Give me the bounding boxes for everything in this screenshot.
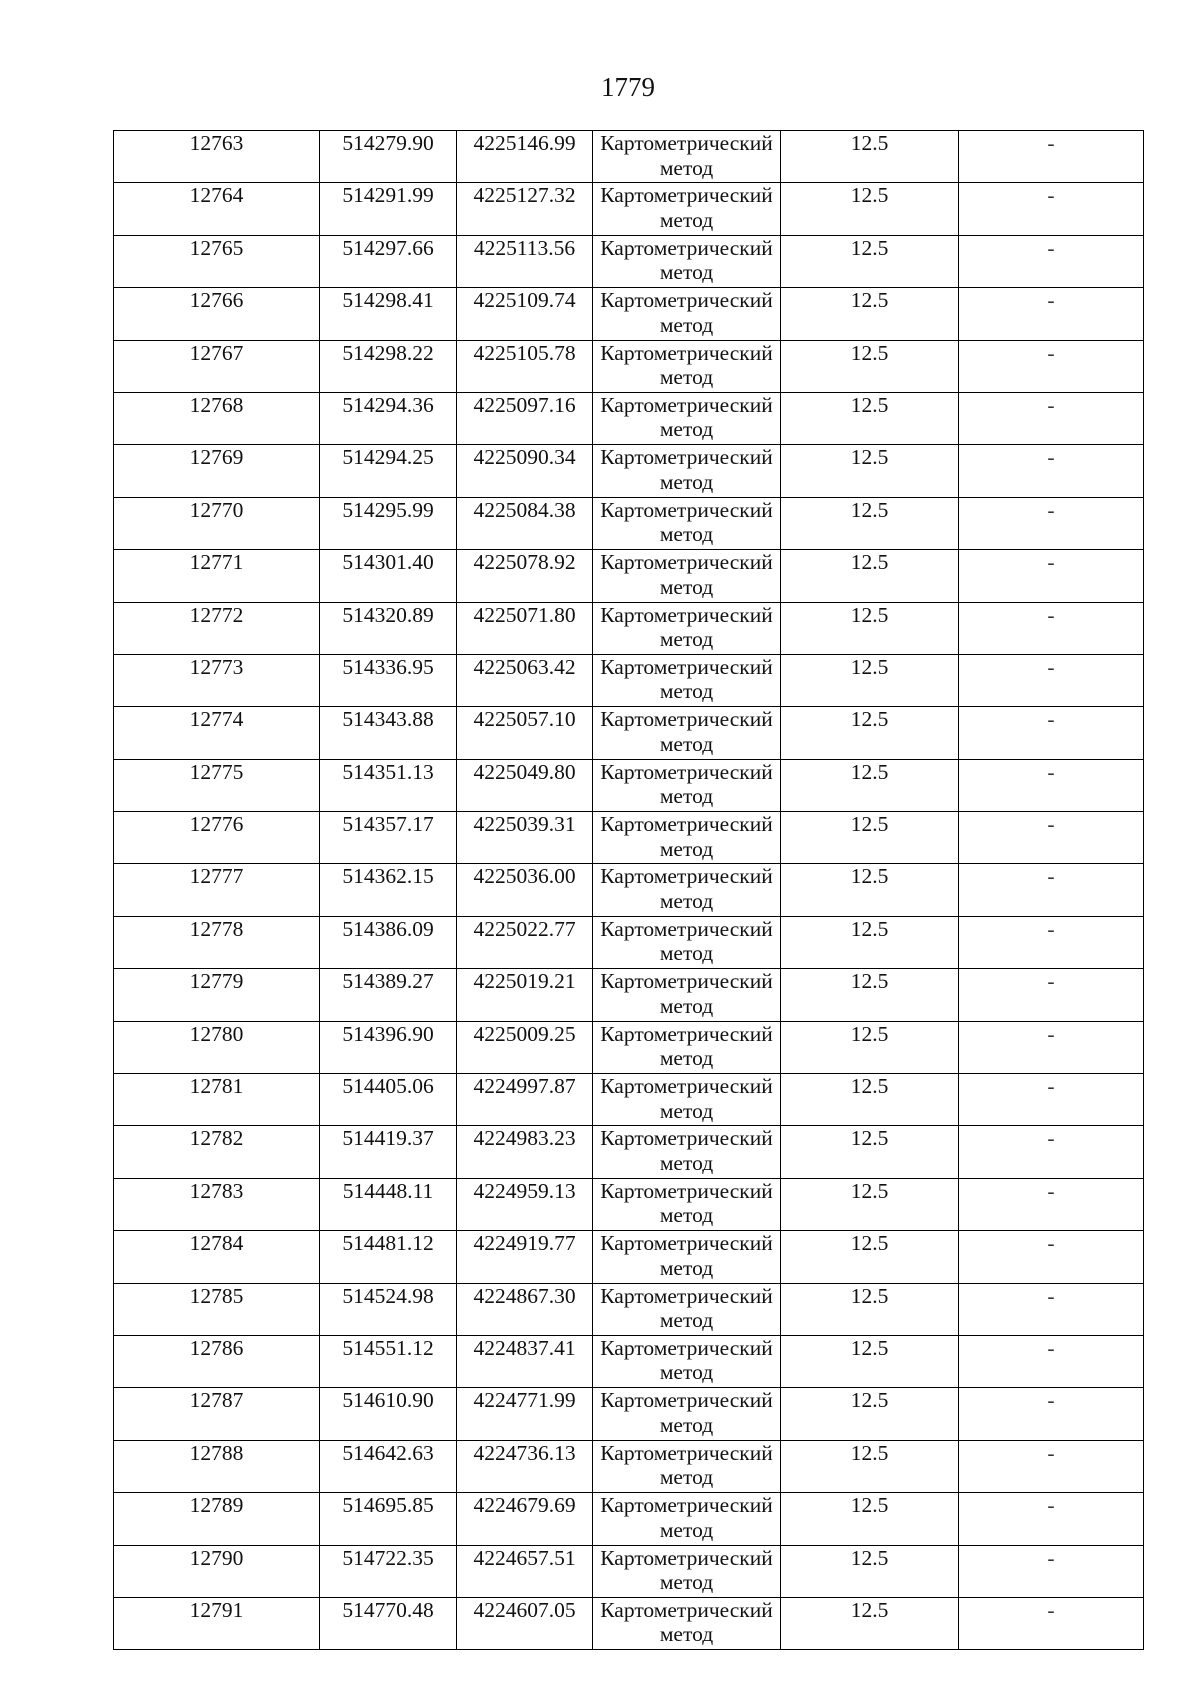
point-number-cell: 12782: [114, 1126, 320, 1178]
table-row: [114, 498, 1144, 550]
note-cell: -: [959, 393, 1144, 445]
accuracy-cell: 12.5: [781, 864, 959, 916]
note-cell: -: [959, 1546, 1144, 1598]
method-cell: Картометрический метод: [593, 812, 781, 864]
point-number-cell: 12779: [114, 969, 320, 1021]
x-coordinate-cell: 514298.41: [320, 288, 457, 340]
y-coordinate-cell: 4225127.32: [457, 183, 593, 235]
method-cell: Картометрический метод: [593, 917, 781, 969]
y-coordinate-cell: 4224771.99: [457, 1388, 593, 1440]
point-number-cell: 12774: [114, 707, 320, 759]
note-cell: -: [959, 131, 1144, 183]
y-coordinate-cell: 4225071.80: [457, 603, 593, 655]
y-coordinate-cell: 4225039.31: [457, 812, 593, 864]
accuracy-cell: 12.5: [781, 236, 959, 288]
note-cell: -: [959, 1074, 1144, 1126]
table-row: [114, 288, 1144, 340]
x-coordinate-cell: 514524.98: [320, 1284, 457, 1336]
accuracy-cell: 12.5: [781, 183, 959, 235]
y-coordinate-cell: 4225109.74: [457, 288, 593, 340]
y-coordinate-cell: 4225009.25: [457, 1022, 593, 1074]
table-row: [114, 1074, 1144, 1126]
point-number-cell: 12786: [114, 1336, 320, 1388]
accuracy-cell: 12.5: [781, 1179, 959, 1231]
x-coordinate-cell: 514396.90: [320, 1022, 457, 1074]
point-number-cell: 12790: [114, 1546, 320, 1598]
y-coordinate-cell: 4225057.10: [457, 707, 593, 759]
point-number-cell: 12765: [114, 236, 320, 288]
note-cell: -: [959, 183, 1144, 235]
x-coordinate-cell: 514551.12: [320, 1336, 457, 1388]
table-row: [114, 393, 1144, 445]
method-cell: Картометрический метод: [593, 969, 781, 1021]
x-coordinate-cell: 514295.99: [320, 498, 457, 550]
table-row: [114, 1493, 1144, 1545]
note-cell: -: [959, 1336, 1144, 1388]
accuracy-cell: 12.5: [781, 707, 959, 759]
table-row: [114, 1126, 1144, 1178]
table-row: [114, 969, 1144, 1021]
method-cell: Картометрический метод: [593, 550, 781, 602]
note-cell: -: [959, 288, 1144, 340]
table-row: [114, 603, 1144, 655]
x-coordinate-cell: 514448.11: [320, 1179, 457, 1231]
accuracy-cell: 12.5: [781, 1546, 959, 1598]
point-number-cell: 12783: [114, 1179, 320, 1231]
y-coordinate-cell: 4225019.21: [457, 969, 593, 1021]
accuracy-cell: 12.5: [781, 655, 959, 707]
note-cell: -: [959, 760, 1144, 812]
table-row: [114, 1546, 1144, 1598]
table-row: [114, 760, 1144, 812]
table-row: [114, 445, 1144, 497]
note-cell: -: [959, 1179, 1144, 1231]
x-coordinate-cell: 514298.22: [320, 341, 457, 393]
accuracy-cell: 12.5: [781, 498, 959, 550]
method-cell: Картометрический метод: [593, 498, 781, 550]
accuracy-cell: 12.5: [781, 288, 959, 340]
y-coordinate-cell: 4224959.13: [457, 1179, 593, 1231]
point-number-cell: 12771: [114, 550, 320, 602]
table-row: [114, 1231, 1144, 1283]
table-row: [114, 183, 1144, 235]
note-cell: -: [959, 445, 1144, 497]
x-coordinate-cell: 514386.09: [320, 917, 457, 969]
table-row: [114, 1179, 1144, 1231]
note-cell: -: [959, 1022, 1144, 1074]
accuracy-cell: 12.5: [781, 1493, 959, 1545]
x-coordinate-cell: 514301.40: [320, 550, 457, 602]
method-cell: Картометрический метод: [593, 131, 781, 183]
method-cell: Картометрический метод: [593, 1074, 781, 1126]
note-cell: -: [959, 1126, 1144, 1178]
point-number-cell: 12763: [114, 131, 320, 183]
x-coordinate-cell: 514481.12: [320, 1231, 457, 1283]
note-cell: -: [959, 917, 1144, 969]
table-row: [114, 917, 1144, 969]
accuracy-cell: 12.5: [781, 341, 959, 393]
y-coordinate-cell: 4225084.38: [457, 498, 593, 550]
note-cell: -: [959, 969, 1144, 1021]
note-cell: -: [959, 603, 1144, 655]
point-number-cell: 12776: [114, 812, 320, 864]
point-number-cell: 12787: [114, 1388, 320, 1440]
point-number-cell: 12785: [114, 1284, 320, 1336]
table-row: [114, 1284, 1144, 1336]
y-coordinate-cell: 4225063.42: [457, 655, 593, 707]
x-coordinate-cell: 514294.25: [320, 445, 457, 497]
method-cell: Картометрический метод: [593, 1336, 781, 1388]
accuracy-cell: 12.5: [781, 131, 959, 183]
method-cell: Картометрический метод: [593, 1546, 781, 1598]
x-coordinate-cell: 514405.06: [320, 1074, 457, 1126]
point-number-cell: 12777: [114, 864, 320, 916]
accuracy-cell: 12.5: [781, 1231, 959, 1283]
table-row: [114, 1441, 1144, 1493]
x-coordinate-cell: 514642.63: [320, 1441, 457, 1493]
x-coordinate-cell: 514336.95: [320, 655, 457, 707]
note-cell: -: [959, 1441, 1144, 1493]
point-number-cell: 12780: [114, 1022, 320, 1074]
y-coordinate-cell: 4224679.69: [457, 1493, 593, 1545]
y-coordinate-cell: 4225105.78: [457, 341, 593, 393]
y-coordinate-cell: 4224837.41: [457, 1336, 593, 1388]
table-row: [114, 655, 1144, 707]
y-coordinate-cell: 4224983.23: [457, 1126, 593, 1178]
y-coordinate-cell: 4224997.87: [457, 1074, 593, 1126]
accuracy-cell: 12.5: [781, 969, 959, 1021]
y-coordinate-cell: 4225036.00: [457, 864, 593, 916]
method-cell: Картометрический метод: [593, 760, 781, 812]
point-number-cell: 12768: [114, 393, 320, 445]
accuracy-cell: 12.5: [781, 603, 959, 655]
point-number-cell: 12767: [114, 341, 320, 393]
method-cell: Картометрический метод: [593, 864, 781, 916]
x-coordinate-cell: 514291.99: [320, 183, 457, 235]
point-number-cell: 12784: [114, 1231, 320, 1283]
method-cell: Картометрический метод: [593, 603, 781, 655]
method-cell: Картометрический метод: [593, 236, 781, 288]
note-cell: -: [959, 1284, 1144, 1336]
note-cell: -: [959, 812, 1144, 864]
method-cell: Картометрический метод: [593, 1126, 781, 1178]
x-coordinate-cell: 514770.48: [320, 1598, 457, 1650]
note-cell: -: [959, 236, 1144, 288]
point-number-cell: 12778: [114, 917, 320, 969]
x-coordinate-cell: 514297.66: [320, 236, 457, 288]
x-coordinate-cell: 514294.36: [320, 393, 457, 445]
table-row: [114, 864, 1144, 916]
x-coordinate-cell: 514610.90: [320, 1388, 457, 1440]
x-coordinate-cell: 514320.89: [320, 603, 457, 655]
method-cell: Картометрический метод: [593, 1441, 781, 1493]
y-coordinate-cell: 4225146.99: [457, 131, 593, 183]
point-number-cell: 12775: [114, 760, 320, 812]
point-number-cell: 12764: [114, 183, 320, 235]
accuracy-cell: 12.5: [781, 1388, 959, 1440]
coordinates-table: [113, 130, 1144, 1650]
note-cell: -: [959, 655, 1144, 707]
table-row: [114, 236, 1144, 288]
x-coordinate-cell: 514722.35: [320, 1546, 457, 1598]
accuracy-cell: 12.5: [781, 1441, 959, 1493]
point-number-cell: 12772: [114, 603, 320, 655]
x-coordinate-cell: 514279.90: [320, 131, 457, 183]
table-row: [114, 1022, 1144, 1074]
point-number-cell: 12788: [114, 1441, 320, 1493]
y-coordinate-cell: 4225078.92: [457, 550, 593, 602]
accuracy-cell: 12.5: [781, 1022, 959, 1074]
y-coordinate-cell: 4225049.80: [457, 760, 593, 812]
x-coordinate-cell: 514419.37: [320, 1126, 457, 1178]
y-coordinate-cell: 4224736.13: [457, 1441, 593, 1493]
page-number: 1779: [601, 72, 655, 102]
accuracy-cell: 12.5: [781, 1074, 959, 1126]
note-cell: -: [959, 707, 1144, 759]
y-coordinate-cell: 4224657.51: [457, 1546, 593, 1598]
table-row: [114, 812, 1144, 864]
point-number-cell: 12769: [114, 445, 320, 497]
table-row: [114, 1598, 1144, 1650]
method-cell: Картометрический метод: [593, 288, 781, 340]
y-coordinate-cell: 4225097.16: [457, 393, 593, 445]
point-number-cell: 12766: [114, 288, 320, 340]
method-cell: Картометрический метод: [593, 1598, 781, 1650]
table-row: [114, 341, 1144, 393]
note-cell: -: [959, 1598, 1144, 1650]
point-number-cell: 12781: [114, 1074, 320, 1126]
accuracy-cell: 12.5: [781, 1126, 959, 1178]
method-cell: Картометрический метод: [593, 1022, 781, 1074]
point-number-cell: 12789: [114, 1493, 320, 1545]
y-coordinate-cell: 4224607.05: [457, 1598, 593, 1650]
method-cell: Картометрический метод: [593, 445, 781, 497]
table-row: [114, 131, 1144, 183]
point-number-cell: 12770: [114, 498, 320, 550]
note-cell: -: [959, 1388, 1144, 1440]
accuracy-cell: 12.5: [781, 393, 959, 445]
accuracy-cell: 12.5: [781, 812, 959, 864]
y-coordinate-cell: 4225022.77: [457, 917, 593, 969]
method-cell: Картометрический метод: [593, 183, 781, 235]
table-row: [114, 707, 1144, 759]
table-row: [114, 550, 1144, 602]
table-row: [114, 1388, 1144, 1440]
accuracy-cell: 12.5: [781, 1284, 959, 1336]
point-number-cell: 12773: [114, 655, 320, 707]
method-cell: Картометрический метод: [593, 341, 781, 393]
x-coordinate-cell: 514357.17: [320, 812, 457, 864]
x-coordinate-cell: 514362.15: [320, 864, 457, 916]
method-cell: Картометрический метод: [593, 1493, 781, 1545]
table-row: [114, 1336, 1144, 1388]
method-cell: Картометрический метод: [593, 1284, 781, 1336]
accuracy-cell: 12.5: [781, 1598, 959, 1650]
method-cell: Картометрический метод: [593, 655, 781, 707]
x-coordinate-cell: 514351.13: [320, 760, 457, 812]
note-cell: -: [959, 498, 1144, 550]
x-coordinate-cell: 514343.88: [320, 707, 457, 759]
point-number-cell: 12791: [114, 1598, 320, 1650]
accuracy-cell: 12.5: [781, 445, 959, 497]
accuracy-cell: 12.5: [781, 917, 959, 969]
method-cell: Картометрический метод: [593, 707, 781, 759]
accuracy-cell: 12.5: [781, 760, 959, 812]
accuracy-cell: 12.5: [781, 1336, 959, 1388]
note-cell: -: [959, 864, 1144, 916]
method-cell: Картометрический метод: [593, 1231, 781, 1283]
accuracy-cell: 12.5: [781, 550, 959, 602]
y-coordinate-cell: 4225113.56: [457, 236, 593, 288]
method-cell: Картометрический метод: [593, 393, 781, 445]
x-coordinate-cell: 514695.85: [320, 1493, 457, 1545]
note-cell: -: [959, 550, 1144, 602]
note-cell: -: [959, 1493, 1144, 1545]
method-cell: Картометрический метод: [593, 1179, 781, 1231]
method-cell: Картометрический метод: [593, 1388, 781, 1440]
y-coordinate-cell: 4224919.77: [457, 1231, 593, 1283]
note-cell: -: [959, 341, 1144, 393]
note-cell: -: [959, 1231, 1144, 1283]
x-coordinate-cell: 514389.27: [320, 969, 457, 1021]
y-coordinate-cell: 4224867.30: [457, 1284, 593, 1336]
y-coordinate-cell: 4225090.34: [457, 445, 593, 497]
